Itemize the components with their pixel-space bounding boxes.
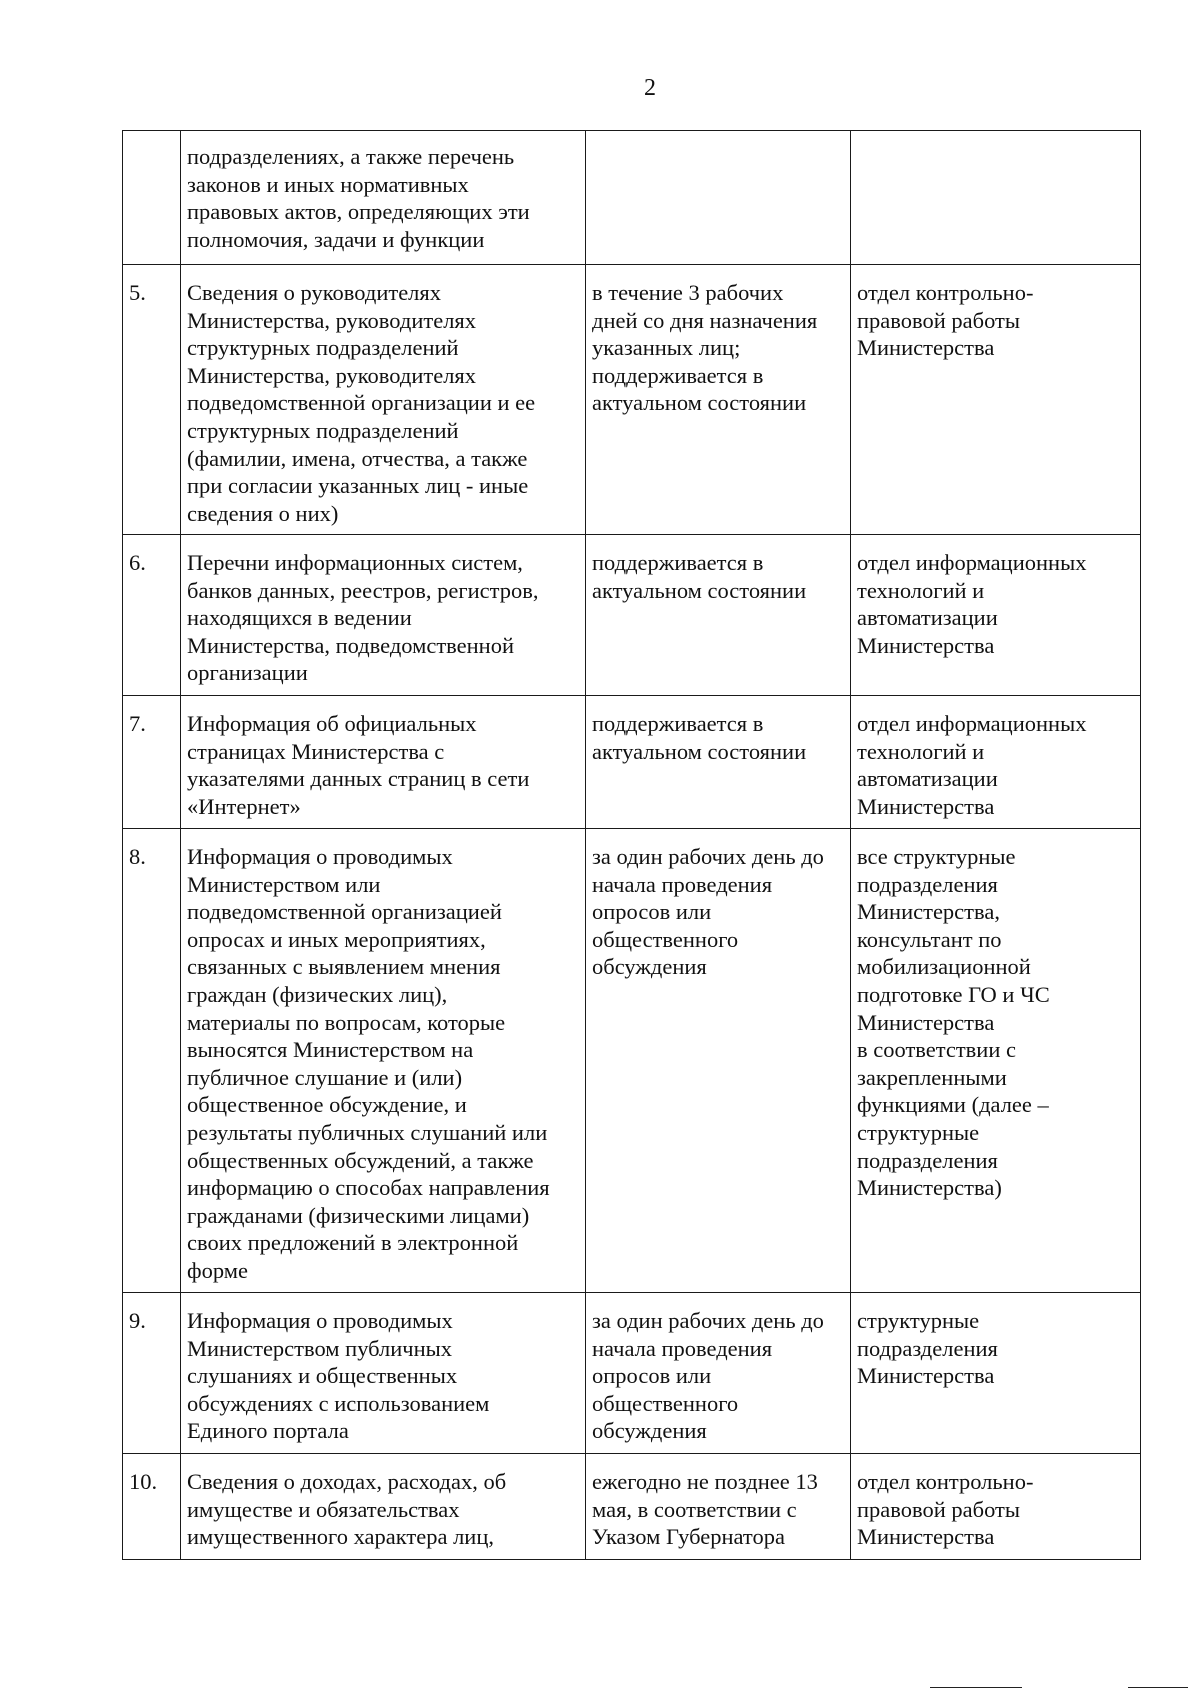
table-row (123, 829, 1141, 1293)
row-information: Перечни информационных систем, банков данных, реестров, регистров, находящихся в ведении Министерства, подведомственной организации (181, 535, 586, 696)
table-row (123, 535, 1141, 696)
row-responsible: отдел информационных технологий и автоматизации Министерства (851, 696, 1141, 829)
row-number (123, 131, 181, 265)
row-period: за один рабочих день до начала проведения опросов или общественного обсуждения (586, 829, 851, 1293)
table-row (123, 1293, 1141, 1454)
row-responsible (851, 131, 1141, 265)
row-information: Информация о проводимых Министерством или подведомственной организацией опросах и иных мероприятиях, связанных с выявлением мнения граждан (физических лиц), материалы по вопросам, которые выносятся Министерством на публичное слушание и (или) общественное обсуждение, и результаты публичных слушаний или общественных обсуждений, а также информацию о способах направления гражданами (физическими лицами) своих предложений в электронной форме (181, 829, 586, 1293)
information-table (122, 130, 1141, 1560)
row-information: Информация о проводимых Министерством публичных слушаниях и общественных обсуждениях с использованием Единого портала (181, 1293, 586, 1454)
row-period: в течение 3 рабочих дней со дня назначения указанных лиц; поддерживается в актуальном состоянии (586, 265, 851, 535)
row-number: 9. (123, 1293, 181, 1454)
row-responsible: отдел контрольно- правовой работы Министерства (851, 1454, 1141, 1560)
row-period: за один рабочих день до начала проведения опросов или общественного обсуждения (586, 1293, 851, 1454)
row-period: ежегодно не позднее 13 мая, в соответствии с Указом Губернатора (586, 1454, 851, 1560)
row-responsible: все структурные подразделения Министерства, консультант по мобилизационной подготовке ГО и ЧС Министерства в соответствии с закрепленными функциями (далее – структурные подразделения Министерства) (851, 829, 1141, 1293)
row-information: Сведения о руководителях Министерства, руководителях структурных подразделений Министерства, руководителях подведомственной организации и ее структурных подразделений (фамилии, имена, отчества, а также при согласии указанных лиц - иные сведения о них) (181, 265, 586, 535)
row-period (586, 131, 851, 265)
table-row (123, 1454, 1141, 1560)
row-information: Сведения о доходах, расходах, об имуществе и обязательствах имущественного характера лиц, (181, 1454, 586, 1560)
row-number: 5. (123, 265, 181, 535)
row-period: поддерживается в актуальном состоянии (586, 535, 851, 696)
footer-rule (930, 1687, 1022, 1688)
row-number: 6. (123, 535, 181, 696)
table-row (123, 131, 1141, 265)
row-information: Информация об официальных страницах Министерства с указателями данных страниц в сети «Интернет» (181, 696, 586, 829)
row-number: 7. (123, 696, 181, 829)
table-row (123, 265, 1141, 535)
page-number: 2 (644, 75, 656, 101)
row-period: поддерживается в актуальном состоянии (586, 696, 851, 829)
row-number: 10. (123, 1454, 181, 1560)
row-responsible: отдел информационных технологий и автоматизации Министерства (851, 535, 1141, 696)
row-responsible: отдел контрольно- правовой работы Министерства (851, 265, 1141, 535)
row-number: 8. (123, 829, 181, 1293)
row-information: подразделениях, а также перечень законов и иных нормативных правовых актов, определяющих эти полномочия, задачи и функции (181, 131, 586, 265)
footer-rule (1128, 1687, 1188, 1688)
row-responsible: структурные подразделения Министерства (851, 1293, 1141, 1454)
table-row (123, 696, 1141, 829)
